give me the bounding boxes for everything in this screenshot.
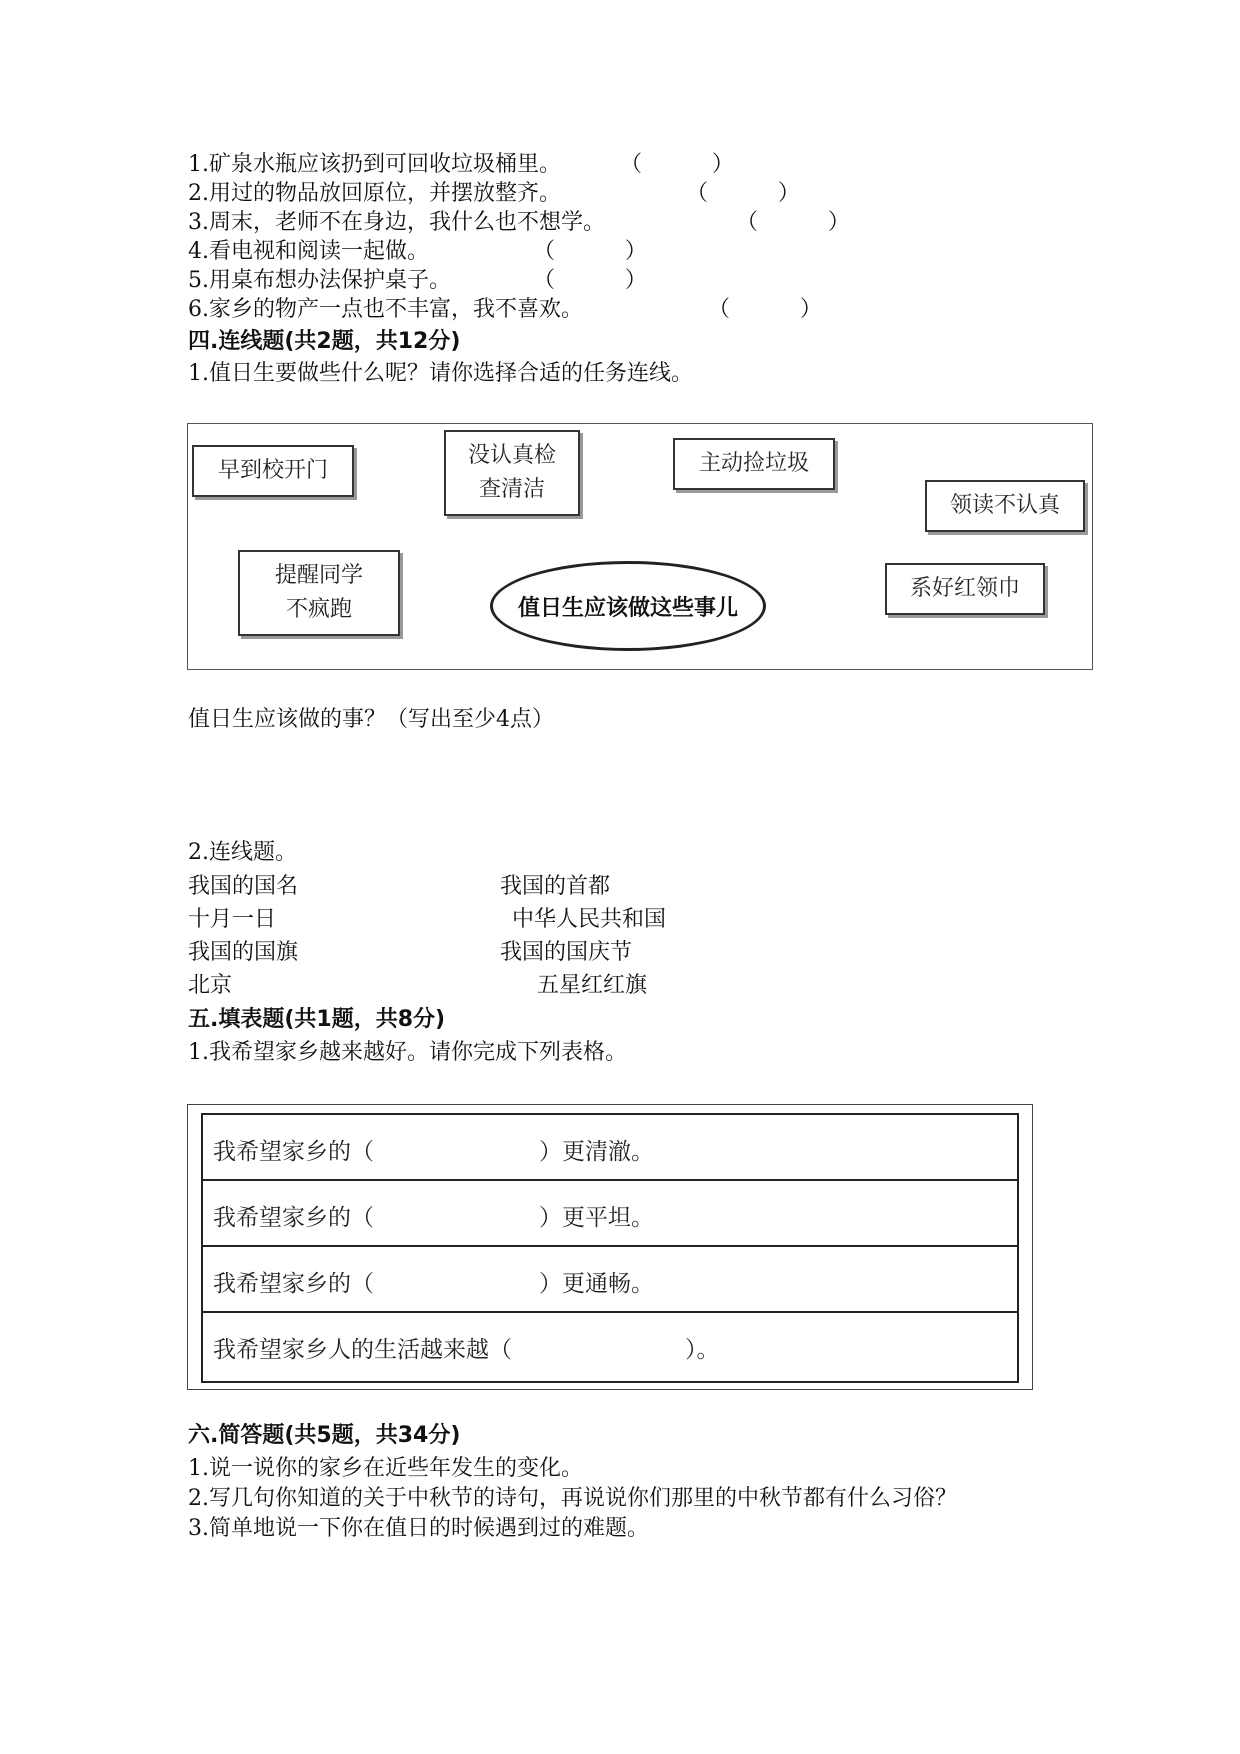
- match-right-2[interactable]: 中华人民共和国: [512, 907, 667, 932]
- row-suffix: ）更平坦。: [539, 1205, 654, 1231]
- answer-blank-6[interactable]: （ ）: [708, 297, 822, 322]
- table-row: [203, 1313, 1017, 1379]
- section-5-heading: 五.填表题(共1题，共8分): [188, 1007, 446, 1032]
- section-4-q2: 2.连线题。: [188, 840, 297, 865]
- table-row: [203, 1247, 1017, 1313]
- fill-blank[interactable]: [388, 1265, 538, 1295]
- row-suffix: ）更通畅。: [539, 1271, 654, 1297]
- section-5-q1: 1.我希望家乡越来越好。请你完成下列表格。: [188, 1040, 627, 1065]
- match-right-3[interactable]: 我国的国庆节: [500, 940, 633, 965]
- row-suffix: ）更清澈。: [539, 1139, 654, 1165]
- match-right-1[interactable]: 我国的首都: [500, 874, 611, 899]
- answer-blank-3[interactable]: （ ）: [736, 210, 850, 235]
- section-4-q1-prompt: 值日生应该做的事？（写出至少4点）: [188, 707, 554, 732]
- task-box-red-scarf[interactable]: 系好红领巾: [885, 563, 1045, 615]
- task-box-remind-no-running[interactable]: 提醒同学 不疯跑: [238, 550, 400, 636]
- hometown-wish-table: [187, 1104, 1033, 1390]
- task-box-lead-reading[interactable]: 领读不认真: [925, 480, 1085, 532]
- duty-task-figure: [187, 423, 1093, 670]
- table-row: [203, 1181, 1017, 1247]
- table-row: [203, 1115, 1017, 1181]
- short-answer-q2: 2.写几句你知道的关于中秋节的诗句，再说说你们那里的中秋节都有什么习俗？: [188, 1486, 957, 1511]
- answer-blank-2[interactable]: （ ）: [686, 181, 800, 206]
- short-answer-q3: 3.简单地说一下你在值日的时候遇到过的难题。: [188, 1516, 649, 1541]
- judgement-item-5: 5.用桌布想办法保护桌子。: [188, 268, 451, 293]
- task-box-pick-up-trash[interactable]: 主动捡垃圾: [673, 438, 835, 490]
- task-box-open-door[interactable]: 早到校开门: [192, 445, 354, 497]
- match-left-1[interactable]: 我国的国名: [188, 874, 299, 899]
- answer-blank-5[interactable]: （ ）: [533, 268, 647, 293]
- answer-blank-1[interactable]: （ ）: [620, 152, 734, 177]
- match-left-2[interactable]: 十月一日: [188, 907, 277, 932]
- short-answer-q1: 1.说一说你的家乡在近些年发生的变化。: [188, 1456, 583, 1481]
- fill-blank[interactable]: [388, 1133, 538, 1163]
- row-prefix: 我希望家乡的（: [213, 1271, 374, 1297]
- row-prefix: 我希望家乡的（: [213, 1139, 374, 1165]
- section-4-heading: 四.连线题(共2题，共12分): [188, 329, 461, 354]
- match-right-4[interactable]: 五星红红旗: [537, 973, 648, 998]
- section-6-heading: 六.简答题(共5题，共34分): [188, 1423, 461, 1448]
- judgement-item-3: 3.周末，老师不在身边，我什么也不想学。: [188, 210, 605, 235]
- center-ellipse[interactable]: 值日生应该做这些事儿: [490, 561, 766, 651]
- judgement-item-1: 1.矿泉水瓶应该扔到可回收垃圾桶里。: [188, 152, 561, 177]
- match-left-4[interactable]: 北京: [188, 973, 233, 998]
- row-suffix: ）。: [685, 1337, 720, 1363]
- fill-blank[interactable]: [533, 1331, 683, 1361]
- match-left-3[interactable]: 我国的国旗: [188, 940, 299, 965]
- judgement-item-2: 2.用过的物品放回原位，并摆放整齐。: [188, 181, 561, 206]
- fill-blank[interactable]: [388, 1199, 538, 1229]
- row-prefix: 我希望家乡人的生活越来越（: [213, 1337, 512, 1363]
- task-box-inspect-cleaning[interactable]: 没认真检 查清洁: [444, 430, 580, 516]
- row-prefix: 我希望家乡的（: [213, 1205, 374, 1231]
- section-4-q1: 1.值日生要做些什么呢？请你选择合适的任务连线。: [188, 361, 693, 386]
- judgement-item-4: 4.看电视和阅读一起做。: [188, 239, 429, 264]
- judgement-item-6: 6.家乡的物产一点也不丰富，我不喜欢。: [188, 297, 583, 322]
- answer-blank-4[interactable]: （ ）: [533, 239, 647, 264]
